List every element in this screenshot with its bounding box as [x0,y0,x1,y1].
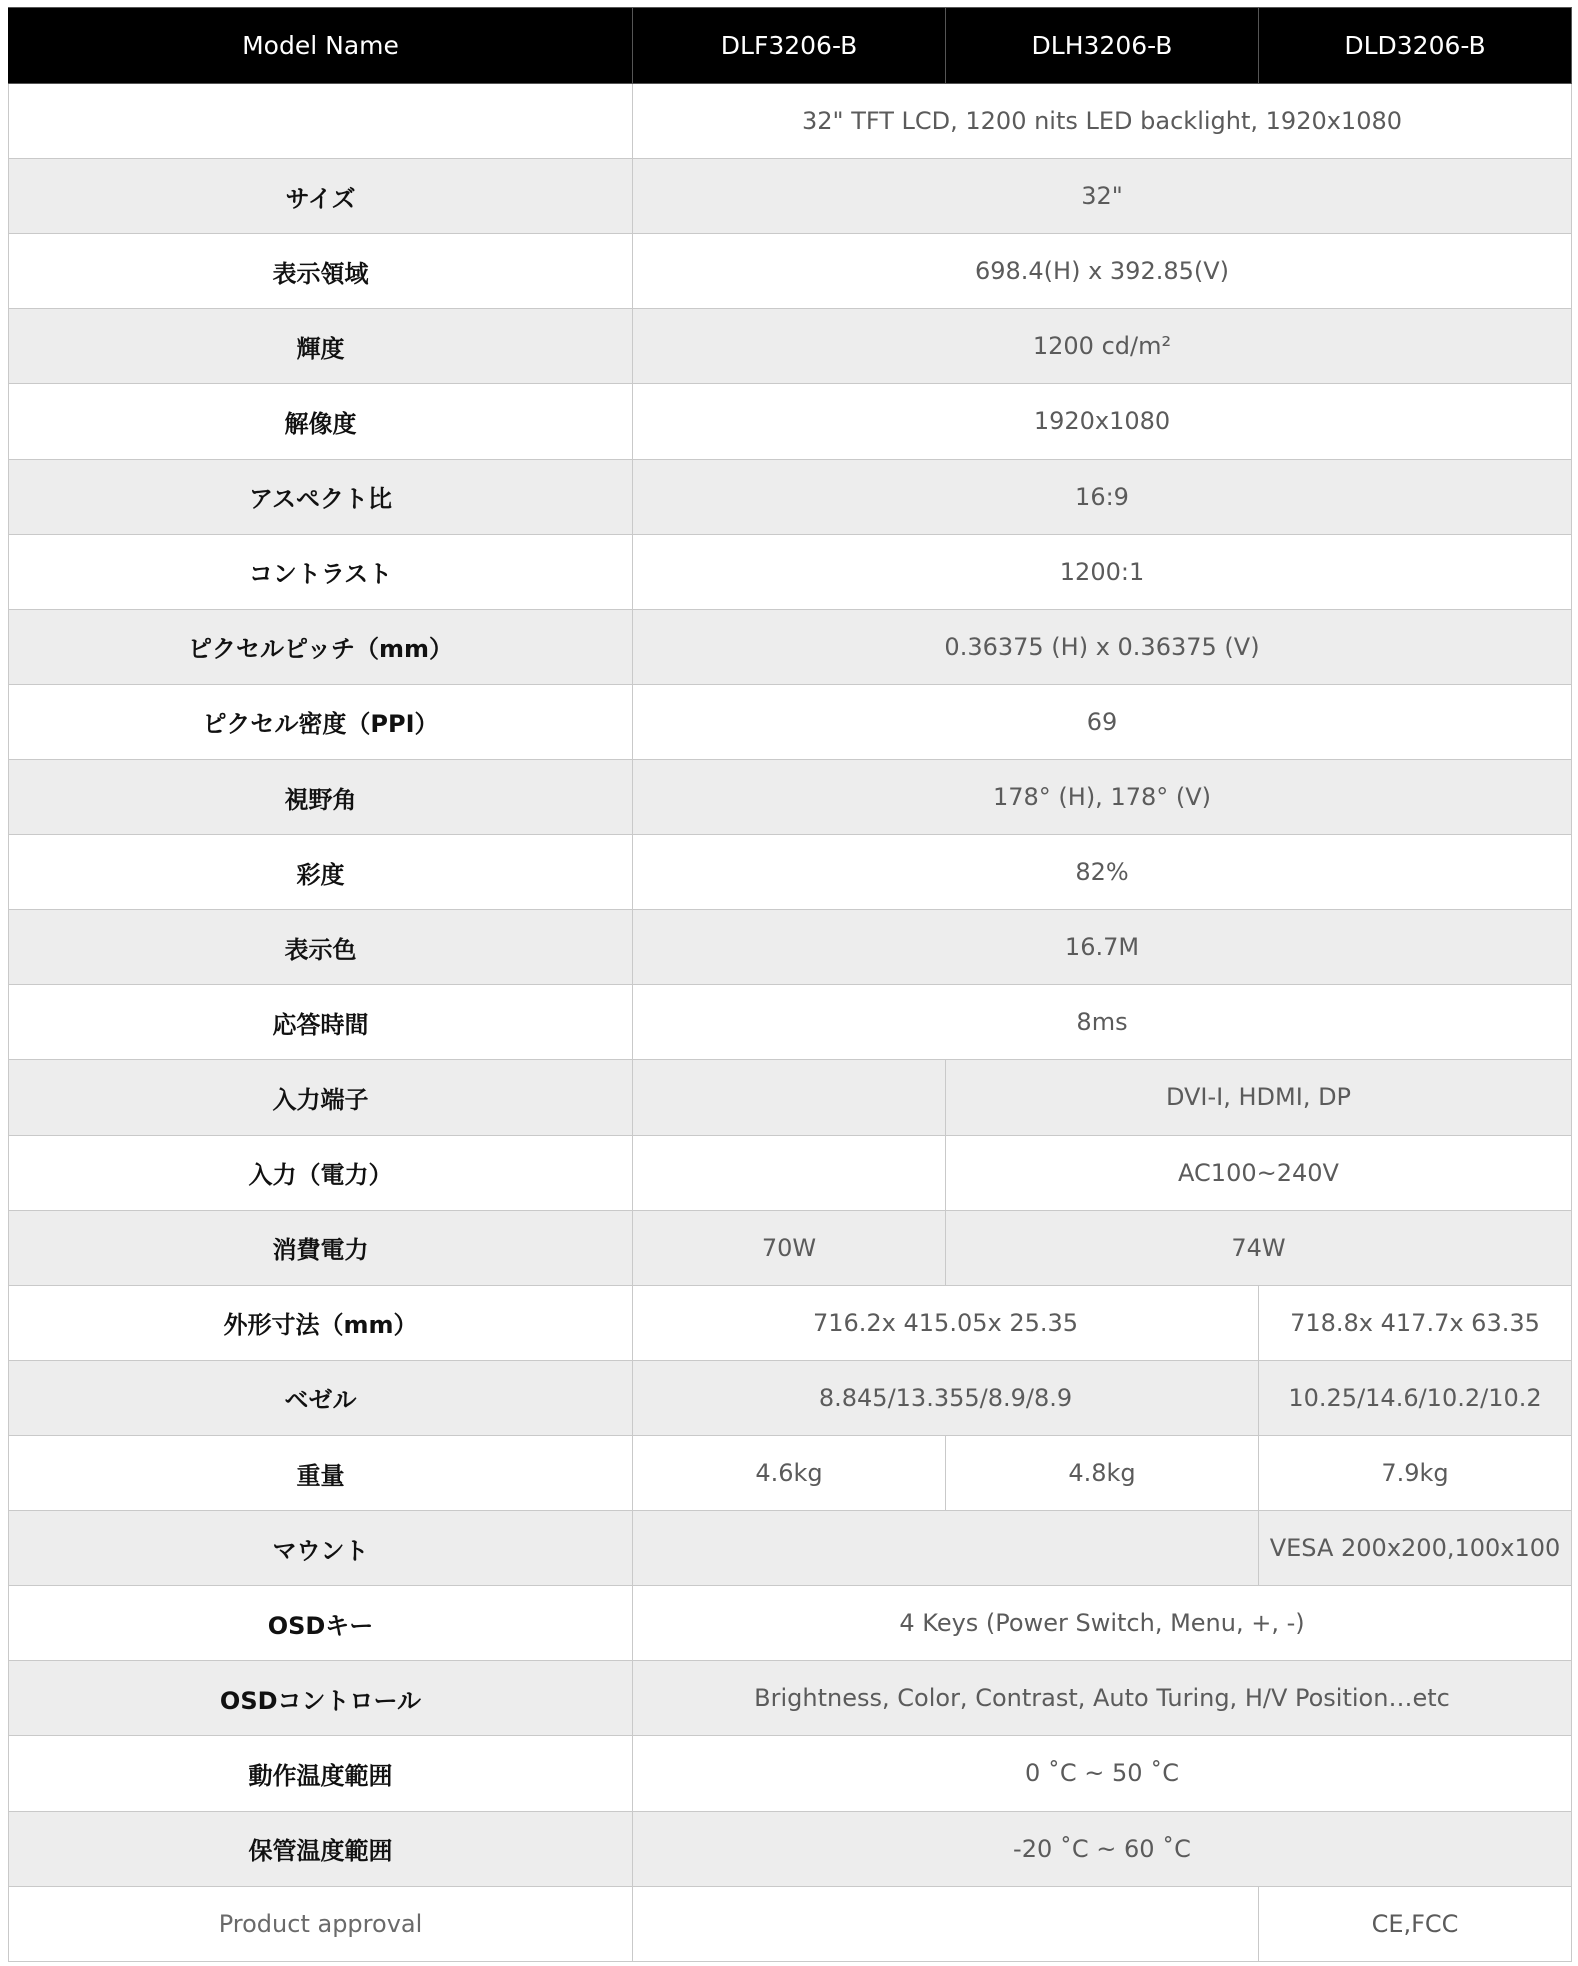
row-value: 698.4(H) x 392.85(V) [633,234,1572,309]
row-value: 4.6kg [633,1435,946,1510]
row-storage-temperature [9,1811,1572,1886]
row-label: アスペクト比 [9,459,633,534]
row-value: 32" [633,159,1572,234]
row-value: AC100~240V [946,1135,1572,1210]
row-value: 1200 cd/m² [633,309,1572,384]
row-value: 716.2x 415.05x 25.35 [633,1285,1259,1360]
row-bezel [9,1360,1572,1435]
row-operating-temperature [9,1736,1572,1811]
row-value: 1200:1 [633,534,1572,609]
row-label: 視野角 [9,759,633,834]
row-label: 重量 [9,1435,633,1510]
row-value: 82% [633,835,1572,910]
header-model-2: DLH3206-B [946,8,1259,84]
row-value: 16.7M [633,910,1572,985]
row-power-consumption [9,1210,1572,1285]
row-label: Product approval [9,1886,633,1961]
row-value: 4.8kg [946,1435,1259,1510]
row-label: 応答時間 [9,985,633,1060]
row-label: 動作温度範囲 [9,1736,633,1811]
row-label: ピクセル密度（PPI） [9,684,633,759]
row-value [633,1060,946,1135]
row-value: 69 [633,684,1572,759]
row-value [633,1511,1259,1586]
row-response-time [9,985,1572,1060]
row-value: 10.25/14.6/10.2/10.2 [1259,1360,1572,1435]
header-model-3: DLD3206-B [1259,8,1572,84]
row-label: 輝度 [9,309,633,384]
row-value: VESA 200x200,100x100 [1259,1511,1572,1586]
row-power-input [9,1135,1572,1210]
row-value: 70W [633,1210,946,1285]
row-value: 1920x1080 [633,384,1572,459]
row-panel [9,84,1572,159]
row-aspect-ratio [9,459,1572,534]
row-value: 0 ˚C ~ 50 ˚C [633,1736,1572,1811]
row-value: -20 ˚C ~ 60 ˚C [633,1811,1572,1886]
row-resolution [9,384,1572,459]
header-model-1: DLF3206-B [633,8,946,84]
row-value: 178° (H), 178° (V) [633,759,1572,834]
spec-table [8,7,1572,1962]
row-label: 表示色 [9,910,633,985]
row-value: 8ms [633,985,1572,1060]
row-value: 718.8x 417.7x 63.35 [1259,1285,1572,1360]
row-label: 外形寸法（mm） [9,1285,633,1360]
row-label: サイズ [9,159,633,234]
row-value: 16:9 [633,459,1572,534]
row-input-terminals [9,1060,1572,1135]
row-value: 4 Keys (Power Switch, Menu, +, -) [633,1586,1572,1661]
header-model-name: Model Name [9,8,633,84]
row-viewing-angle [9,759,1572,834]
row-saturation [9,835,1572,910]
row-value: 32" TFT LCD, 1200 nits LED backlight, 1920x1080 [633,84,1572,159]
row-osd-control [9,1661,1572,1736]
row-display-area [9,234,1572,309]
row-label [9,84,633,159]
row-label: マウント [9,1511,633,1586]
row-value: 8.845/13.355/8.9/8.9 [633,1360,1259,1435]
row-label: 保管温度範囲 [9,1811,633,1886]
row-dimensions [9,1285,1572,1360]
row-value: Brightness, Color, Contrast, Auto Turing, H/V Position…etc [633,1661,1572,1736]
row-osd-keys [9,1586,1572,1661]
row-label: ピクセルピッチ（mm） [9,609,633,684]
row-label: ベゼル [9,1360,633,1435]
row-label: 解像度 [9,384,633,459]
row-label: 入力端子 [9,1060,633,1135]
row-value: 74W [946,1210,1572,1285]
row-size [9,159,1572,234]
row-mount [9,1511,1572,1586]
row-label: OSDコントロール [9,1661,633,1736]
row-value: 7.9kg [1259,1435,1572,1510]
row-value [633,1135,946,1210]
row-value [633,1886,1259,1961]
row-label: 彩度 [9,835,633,910]
row-label: OSDキー [9,1586,633,1661]
row-product-approval [9,1886,1572,1961]
row-display-colors [9,910,1572,985]
row-pixel-pitch [9,609,1572,684]
row-label: 表示領域 [9,234,633,309]
row-brightness [9,309,1572,384]
header-row [9,8,1572,84]
row-value: CE,FCC [1259,1886,1572,1961]
row-weight [9,1435,1572,1510]
row-label: コントラスト [9,534,633,609]
row-label: 消費電力 [9,1210,633,1285]
row-value: 0.36375 (H) x 0.36375 (V) [633,609,1572,684]
row-contrast [9,534,1572,609]
row-value: DVI-I, HDMI, DP [946,1060,1572,1135]
row-label: 入力（電力） [9,1135,633,1210]
row-pixel-density [9,684,1572,759]
